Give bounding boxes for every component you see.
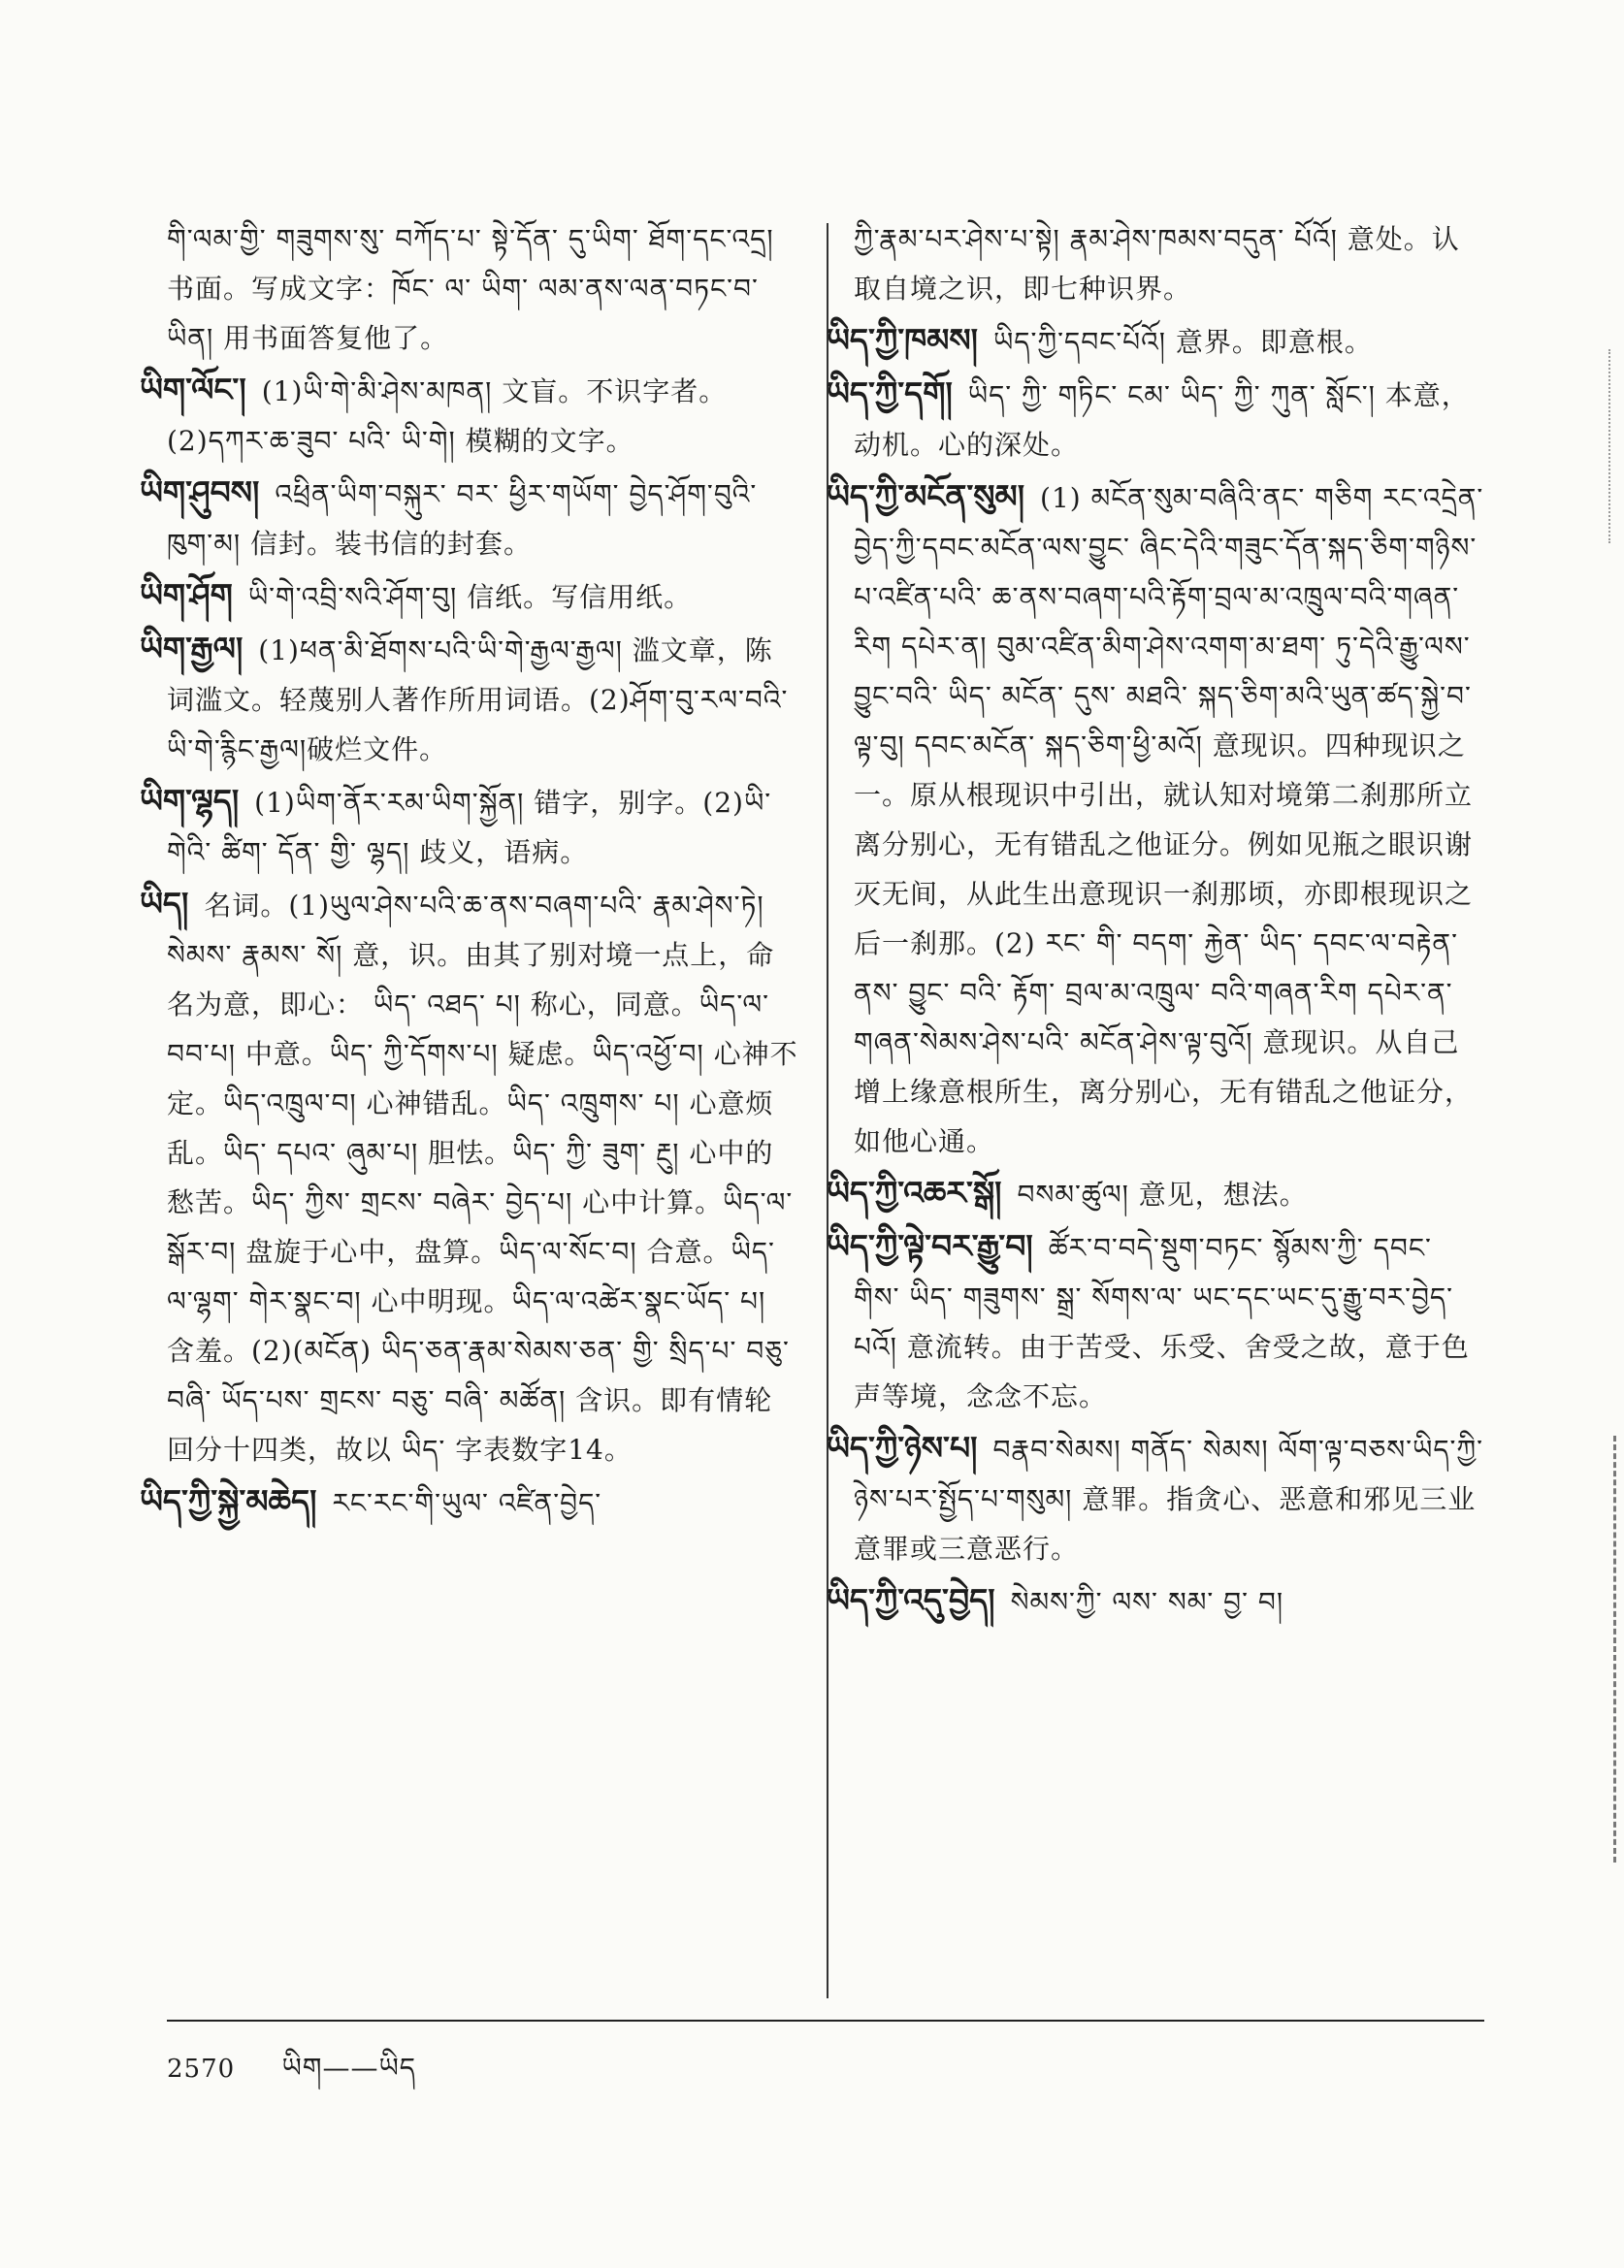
dictionary-entry: [827, 1169, 1484, 1220]
left-column: [140, 215, 799, 1531]
entry-definition: གི་ལམ་གྱི་ གཟུགས་སུ་ བཀོད་པ་ སྟེ་དོན་ དུ་ཡིག་ ཐོག་དང་འདྲ། 书面。写成文字：ཁོང་ ལ་ ཡིག་ ལམ་ནས་ལན་བཏང་བ་ཡིན། 用书面答复他了。: [167, 223, 774, 354]
dictionary-entry: [140, 366, 799, 467]
entry-headword: ཡིད་ཀྱི་ཉེས་པ།: [827, 1429, 978, 1467]
entry-headword: ཡིད།: [140, 885, 189, 923]
entry-definition: རང་རང་གི་ཡུལ་ འཛིན་བྱེད་: [332, 1487, 602, 1519]
entry-definition: (1)ཡི་གེ་མི་ཤེས་མཁན། 文盲。不识字者。(2)དཀར་ཆ་ཟུབ་ པའི་ ཡི་གེ། 模糊的文字。: [167, 375, 728, 457]
entry-headword: ཡིག་ཤུབས།: [140, 473, 260, 511]
entry-headword: ཡིག་ལོང་།: [140, 371, 246, 408]
page-range: ཡིག——ཡིད: [281, 2052, 416, 2084]
dictionary-entry: [827, 1576, 1484, 1628]
dictionary-entry: [140, 1477, 799, 1529]
scan-edge-marks-top: [1608, 349, 1616, 543]
dictionary-entry: [167, 215, 799, 364]
entry-definition: (1)ཡིག་ནོར་རམ་ཡིག་སྐྱོན། 错字，别字。(2)ཡི་ གེའི་ ཚིག་ དོན་ གྱི་ ལྷད། 歧义，语病。: [167, 787, 772, 868]
dictionary-entry: [140, 571, 799, 623]
dictionary-entry: [827, 1222, 1484, 1422]
entry-definition: ཚོར་བ་བདེ་སྡུག་བཏང་ སྙོམས་ཀྱི་ དབང་ གིས་ ཡིད་ གཟུགས་ སྒྲ་ སོགས་ལ་ ཡང་དང་ཡང་དུ་རྒྱུ་བར་བྱེད་པའོ། 意流转。由于苦受、乐受、舍受之故，意于色声等境，念念不忘。: [854, 1232, 1470, 1412]
entry-headword: ཡིད་ཀྱི་སྐྱེ་མཆེད།: [140, 1482, 317, 1520]
entry-headword: ཡིད་ཀྱི་འཆར་སྒོ།: [827, 1174, 1002, 1212]
entry-definition: བསམ་ཚུལ། 意见，想法。: [1017, 1179, 1308, 1211]
dictionary-entry: [827, 316, 1484, 368]
entry-headword: ཡིད་ཀྱི་འདུ་བྱེད།: [827, 1581, 995, 1619]
entry-definition: (1)ཕན་མི་ཐོགས་པའི་ཡི་གེ་རྒྱལ་རྒྱལ། 滥文章，陈词滥文。轻蔑别人著作所用词语。(2)ཤོག་བུ་རལ་བའི་ཡི་གེ་རྙིང་རྒྱལ།破烂文件。: [167, 634, 789, 765]
entry-headword: ཡིད་ཀྱི་ལྟེ་བར་རྒྱུ་བ།: [827, 1227, 1033, 1265]
entry-definition: འཕྲིན་ཡིག་བསྐུར་ བར་ ཕྱིར་གཡོག་ བྱེད་ཤོག་བུའི་ཁུག་མ། 信封。装书信的封套。: [167, 478, 758, 560]
footer-rule: [167, 2020, 1484, 2022]
entry-headword: ཡིག་ལྷད།: [140, 782, 240, 820]
right-column: [827, 215, 1484, 1630]
dictionary-entry: [854, 215, 1484, 314]
entry-headword: ཡིད་ཀྱི་མངོན་སུམ།: [827, 477, 1025, 515]
entry-definition: ཡིད་ཀྱི་དབང་པོའོ། 意界。即意根。: [993, 326, 1373, 358]
dictionary-entry: [140, 777, 799, 878]
scan-edge-marks: [1613, 1436, 1624, 1863]
dictionary-entry: [827, 472, 1484, 1167]
entry-headword: ཡིད་ཀྱི་དགོ།: [827, 374, 953, 412]
entry-headword: ཡིག་རྒྱལ།: [140, 630, 244, 667]
entry-definition: བརྣབ་སེམས། གནོད་ སེམས། ལོག་ལྟ་བཅས་ཡིད་ཀྱི་ཉེས་པར་སྤྱོད་པ་གསུམ། 意罪。指贪心、恶意和邪见三业意罪或三意恶行。: [854, 1434, 1484, 1565]
dictionary-entry: [140, 469, 799, 569]
entry-headword: ཡིད་ཀྱི་ཁམས།: [827, 321, 978, 359]
dictionary-entry: [140, 880, 799, 1475]
entry-definition: ཀྱི་རྣམ་པར་ཤེས་པ་སྟེ། རྣམ་ཤེས་ཁམས་བདུན་ པོའོ། 意处。认取自境之识，即七种识界。: [854, 223, 1460, 305]
page-footer: [167, 2037, 416, 2114]
entry-headword: ཡིག་ཤོག: [140, 576, 233, 614]
dictionary-entry: [140, 625, 799, 775]
dictionary-entry: [827, 1424, 1484, 1574]
entry-definition: ཡིད་ ཀྱི་ གཏིང་ ངམ་ ཡིད་ ཀྱི་ ཀུན་ སློང་། 本意，动机。心的深处。: [854, 379, 1470, 461]
entry-definition: (1) མངོན་སུམ་བཞིའི་ནང་ གཅིག རང་འདྲེན་བྱེད་ཀྱི་དབང་མངོན་ལས་བྱུང་ ཞིང་དེའི་གཟུང་དོན་སྐད་ཅིག་གཉིས་པ་འཛིན་པའི་ ཆ་ནས་བཞག་པའི་རྟོག་བྲལ་མ་འཁྲུལ་བའི་གཞན་ རིག དཔེར་ན། བུམ་འཛིན་མིག་ཤེས་འགག་མ་ཐག་ ཏུ་དེའི་རྒྱུ་ལས་བྱུང་བའི་ ཡིད་ མངོན་ དུས་ མཐའི་ སྐད་ཅིག་མའི་ཡུན་ཚད་སྐྱེ་བ་ལྟ་བུ། དབང་མངོན་ སྐད་ཅིག་ཕྱི་མའོ། 意现识。四种现识之一。原从根现识中引出，就认知对境第二刹那所立离分别心，无有错乱之他证分。例如见瓶之眼识谢灭无间，从此生出意现识一刹那顷，亦即根现识之后一刹那。(2) རང་ གི་ བདག་ རྐྱེན་ ཡིད་ དབང་ལ་བརྟེན་ནས་ བྱུང་ བའི་ རྟོག་ བྲལ་མ་འཁྲུལ་ བའི་གཞན་རིག དཔེར་ན་གཞན་སེམས་ཤེས་པའི་ མངོན་ཤེས་ལྟ་བུའོ། 意现识。从自己增上缘意根所生，离分别心，无有错乱之他证分，如他心通。: [854, 482, 1484, 1157]
entry-definition: ཡི་གེ་འབྲི་སའི་ཤོག་བུ། 信纸。写信用纸。: [247, 581, 693, 613]
dictionary-entry: [827, 370, 1484, 470]
entry-definition: 名词。(1)ཡུལ་ཤེས་པའི་ཆ་ནས་བཞག་པའི་ རྣམ་ཤེས་ཏེ། སེམས་ རྣམས་ སོ། 意，识。由其了别对境一点上，命名为意，即心： ཡིད་ འཐད་ པ། 称心，同意。ཡིད་ལ་བབ་པ། 中意。ཡིད་ ཀྱི་དོགས་པ། 疑虑。ཡིད་འཕྱོ་བ། 心神不定。ཡིད་འཁྲུལ་བ། 心神错乱。ཡིད་ འཁྲུགས་ པ། 心意烦乱。ཡིད་ དཔའ་ ཞུམ་པ། 胆怯。ཡིད་ ཀྱི་ ཟུག་ རྔུ། 心中的愁苦。ཡིད་ ཀྱིས་ གྲངས་ བཞེར་ བྱེད་པ། 心中计算。ཡིད་ལ་སྒོར་བ། 盘旋于心中，盘算。ཡིད་ལ་སོང་བ། 合意。ཡིད་ལ་ལྷག་ གེར་སྣང་བ། 心中明现。ཡིད་ལ་འཚེར་སྣང་ཡོད་ པ། 含羞。(2)(མངོན) ཡིད་ཅན་རྣམ་སེམས་ཅན་ གྱི་ སྲིད་པ་ བཅུ་ བཞི་ ཡོད་པས་ གྲངས་ བཅུ་ བཞི་ མཚོན། 含识。即有情轮回分十四类，故以 ཡིད་ 字表数字14。: [167, 890, 798, 1466]
page-number: 2570: [167, 2055, 236, 2084]
entry-definition: སེམས་ཀྱི་ ལས་ སམ་ བྱ་ བ།: [1010, 1586, 1284, 1618]
